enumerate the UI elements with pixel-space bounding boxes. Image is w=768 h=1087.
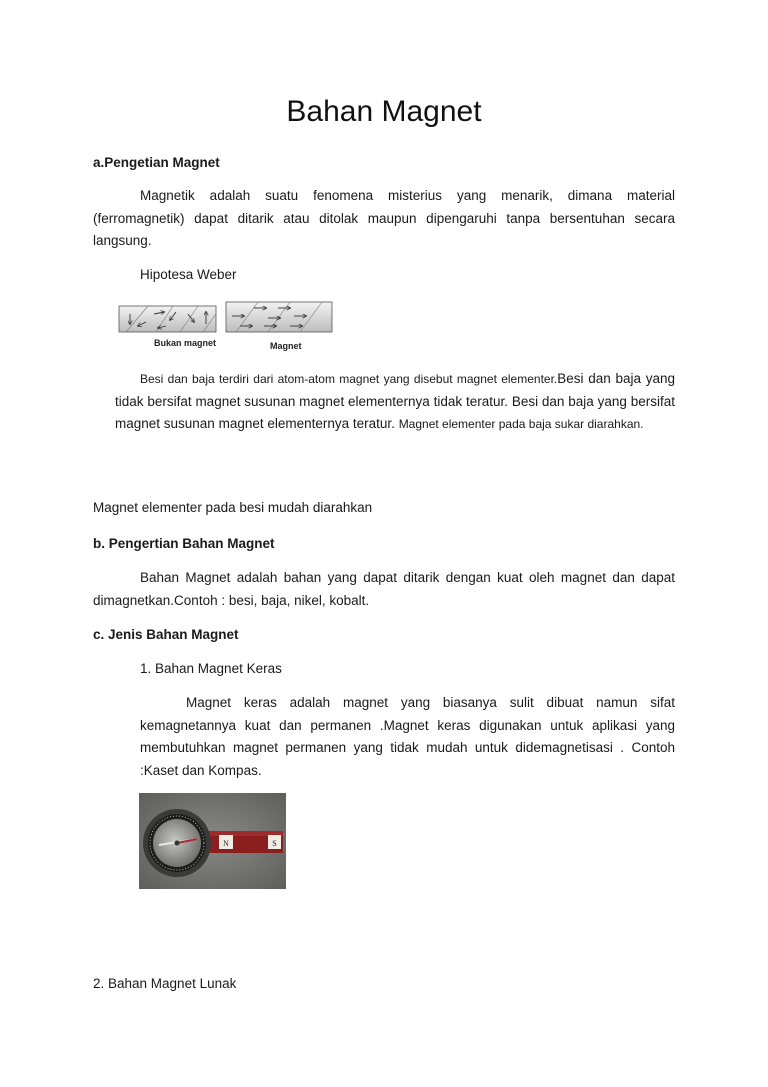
non-magnet-caption: Bukan magnet bbox=[154, 338, 217, 348]
magnet-elementer-line: Magnet elementer pada besi mudah diarahkan bbox=[93, 500, 373, 515]
item1-title: 1. Bahan Magnet Keras bbox=[140, 661, 282, 676]
section-a-heading: a.Pengetian Magnet bbox=[93, 155, 220, 170]
south-label: S bbox=[272, 839, 277, 848]
bar-magnet bbox=[199, 831, 283, 853]
item1-text: Magnet keras adalah magnet yang biasanya sulit dibuat namun sifat kemagnetannya kuat dan permanen .Magnet keras digunakan untuk aplikasi yang membutuhkan magnet permanen yang tidak mudah untuk didemagnetisasi . Contoh :Kaset dan Kompas. bbox=[140, 695, 675, 778]
page-title: Bahan Magnet bbox=[286, 95, 482, 128]
section-b-text: Bahan Magnet adalah bahan yang dapat ditarik dengan kuat oleh magnet dan dapat dimagnetkan.Contoh : besi, baja, nikel, kobalt. bbox=[93, 570, 675, 608]
section-a-paragraph bbox=[93, 185, 675, 253]
magnet-caption: Magnet bbox=[270, 341, 302, 351]
weber-text-tail: Magnet elementer pada baja sukar diarahkan. bbox=[398, 417, 644, 431]
magnet-bar bbox=[226, 302, 332, 332]
section-a-text: Magnetik adalah suatu fenomena misterius yang menarik, dimana material (ferromagnetik) dapat ditarik atau ditolak maupun dipengaruhi tanpa bersentuhan secara langsung. bbox=[93, 188, 675, 248]
section-c-heading: c. Jenis Bahan Magnet bbox=[93, 627, 239, 642]
weber-text-main: Besi dan baja yang tidak bersifat magnet susunan magnet elementernya tidak teratur. Besi dan baja yang bersifat magnet susunan magnet elementernya teratur. bbox=[115, 371, 675, 431]
item2-title: 2. Bahan Magnet Lunak bbox=[93, 976, 237, 991]
section-b-heading: b. Pengertian Bahan Magnet bbox=[93, 536, 275, 551]
non-magnet-bar bbox=[119, 306, 216, 332]
item1-paragraph bbox=[140, 692, 675, 782]
weber-label: Hipotesa Weber bbox=[140, 267, 237, 282]
compass-magnet-photo bbox=[139, 793, 286, 889]
compass bbox=[143, 809, 211, 877]
weber-paragraph bbox=[115, 368, 675, 436]
section-b-paragraph bbox=[93, 567, 675, 612]
weber-text-small: Besi dan baja terdiri dari atom-atom magnet yang disebut magnet elementer. bbox=[140, 372, 558, 386]
north-label: N bbox=[223, 839, 229, 848]
